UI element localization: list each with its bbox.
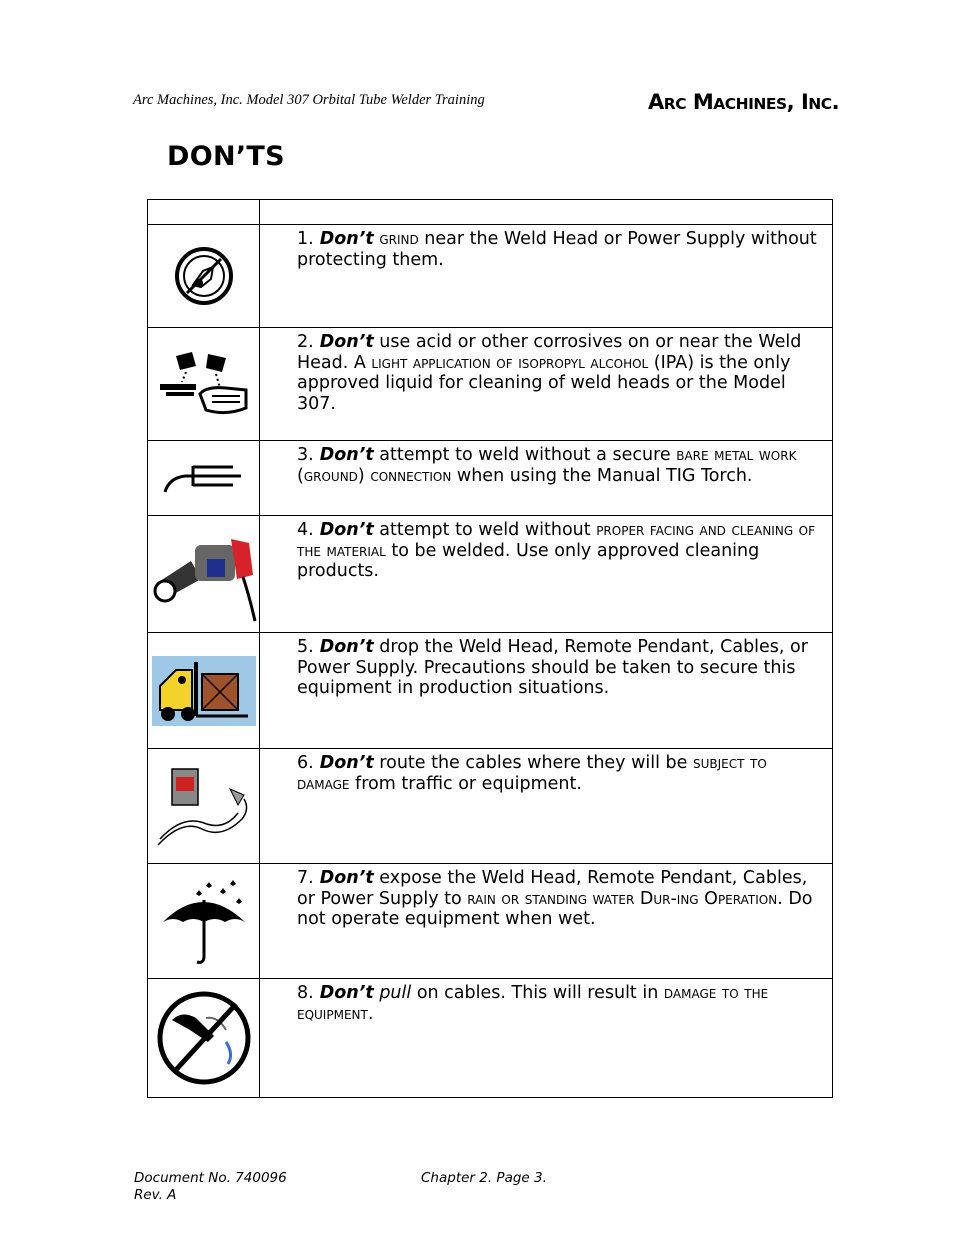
- body-text: on cables. This will result in: [411, 983, 664, 1003]
- umbrella-rain-icon: [159, 876, 249, 966]
- item-number: 3.: [297, 445, 314, 465]
- body-text: drop the Weld Head, Remote Pendant, Cables, or Power Supply. Precautions should be taken to secure this equipment in production situations.: [297, 637, 808, 698]
- row-text: [260, 516, 833, 633]
- item-number: 8.: [297, 983, 314, 1003]
- item-number: 6.: [297, 753, 314, 773]
- dont-label: Don’t: [319, 445, 374, 465]
- table-row: [148, 633, 833, 749]
- small-caps-text: ground: [303, 465, 358, 486]
- company-logo: ARC MACHINES, INC.: [648, 90, 840, 114]
- footer-revision: Rev. A: [134, 1187, 177, 1203]
- table-row: [148, 225, 833, 328]
- small-caps-text: connection: [370, 465, 452, 486]
- body-text: from traffic or equipment.: [349, 773, 582, 794]
- icon-cell: [148, 516, 260, 633]
- dont-label: Don’t: [319, 637, 374, 657]
- forklift-icon: [152, 656, 256, 726]
- row-text: [260, 328, 833, 441]
- item-number: 2.: [297, 332, 314, 352]
- small-caps-text: proper facing and cleaning of the material: [297, 520, 816, 561]
- body-text: ): [357, 465, 371, 486]
- body-text: route the cables where they will be: [373, 753, 693, 773]
- dont-label: Don’t: [319, 753, 374, 773]
- body-text: use acid or other corrosives on or near the Weld Head. A: [297, 332, 802, 373]
- row-text: [260, 225, 833, 328]
- ground-connection-icon: [163, 462, 245, 494]
- cable-damage-icon: [152, 759, 256, 853]
- item-number: 7.: [297, 868, 314, 888]
- icon-cell: [148, 328, 260, 441]
- dont-label: Don’t: [319, 332, 374, 352]
- body-text: attempt to weld without a secure: [373, 445, 677, 465]
- table-header-row: [148, 200, 833, 225]
- table-row: [148, 749, 833, 864]
- donts-table: [147, 199, 833, 1098]
- row-text: [260, 441, 833, 516]
- small-caps-text: rain or standing water Dur-ing Operation: [467, 888, 778, 909]
- dont-label: Don’t: [319, 520, 374, 540]
- small-caps-text: grind: [379, 229, 419, 249]
- table-row: [148, 328, 833, 441]
- row-text: [260, 633, 833, 749]
- body-text: when using the Manual TIG Torch.: [451, 465, 753, 486]
- row-text: [260, 979, 833, 1098]
- footer-doc-number: Document No. 740096: [134, 1170, 287, 1186]
- table-row: [148, 516, 833, 633]
- body-text: (IPA) is the only approved liquid for cleaning of weld heads or the Model 307.: [297, 352, 791, 414]
- body-text: to be welded. Use only approved cleaning products.: [297, 540, 760, 581]
- small-caps-text: light application of isopropyl alcohol: [371, 352, 649, 373]
- small-caps-text: damage to the equipment: [297, 983, 769, 1024]
- body-text: . Do not operate equipment when wet.: [297, 888, 813, 929]
- row-text: [260, 749, 833, 864]
- item-number: 4.: [297, 520, 314, 540]
- body-text: attempt to weld without: [373, 520, 597, 540]
- footer-page: Chapter 2. Page 3.: [421, 1170, 547, 1186]
- table-row: [148, 441, 833, 516]
- body-text: .: [367, 1003, 374, 1024]
- row-text: [260, 864, 833, 979]
- icon-cell: [148, 441, 260, 516]
- table-row: [148, 979, 833, 1098]
- body-text: expose the Weld Head, Remote Pendant, Cables, or Power Supply to: [297, 868, 808, 909]
- no-pulling-icon: [156, 990, 252, 1086]
- corrosive-icon: [156, 348, 252, 420]
- dont-label: Don’t: [319, 229, 374, 249]
- no-grinding-icon: [173, 245, 235, 307]
- document-title: Arc Machines, Inc. Model 307 Orbital Tube Welder Training: [133, 92, 485, 108]
- facing-tool-icon: [151, 525, 257, 623]
- icon-cell: [148, 749, 260, 864]
- dont-label: Don’t: [319, 868, 374, 888]
- small-caps-text: subject to damage: [297, 753, 767, 794]
- item-number: 5.: [297, 637, 314, 657]
- page-title: DON’TS: [167, 141, 285, 172]
- body-text: near the Weld Head or Power Supply without protecting them.: [297, 229, 817, 270]
- dont-label: Don’t: [319, 983, 374, 1003]
- icon-cell: [148, 225, 260, 328]
- small-caps-text: bare metal work: [676, 445, 797, 465]
- table-row: [148, 864, 833, 979]
- icon-cell: [148, 979, 260, 1098]
- icon-cell: [148, 864, 260, 979]
- italic-text: pull: [379, 983, 412, 1003]
- body-text: (: [297, 465, 304, 486]
- item-number: 1.: [297, 229, 314, 249]
- icon-cell: [148, 633, 260, 749]
